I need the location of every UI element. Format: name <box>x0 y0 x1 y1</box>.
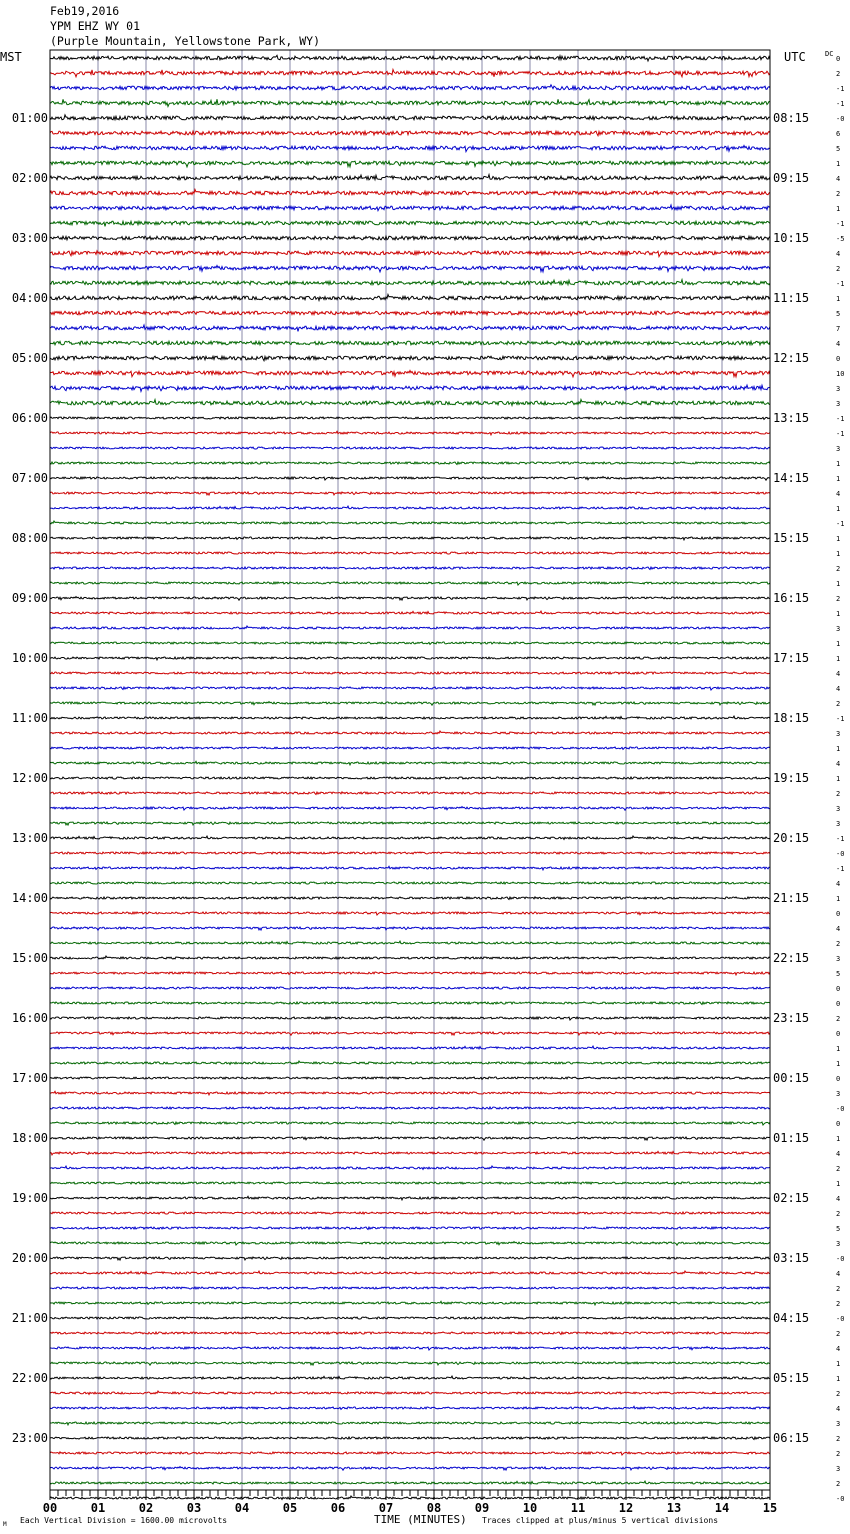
header-date: Feb19,2016 <box>50 4 120 18</box>
trace-row <box>50 1077 770 1079</box>
trace-row <box>50 687 770 690</box>
dc-offset-value: -0 <box>836 1255 845 1263</box>
dc-offset-value: 4 <box>836 1405 841 1413</box>
hour-label-right: 04:15 <box>773 1311 810 1325</box>
dc-offset-value: 1 <box>836 505 841 513</box>
trace-row <box>50 1347 770 1350</box>
dc-offset-value: -0 <box>836 850 845 858</box>
dc-offset-value: -1 <box>836 415 845 423</box>
dc-offset-value: 2 <box>836 940 841 948</box>
dc-offset-value: 2 <box>836 790 841 798</box>
dc-offset-value: 2 <box>836 1480 841 1488</box>
trace-row <box>50 536 770 540</box>
trace-row <box>50 146 770 152</box>
trace-row <box>50 356 770 361</box>
dc-offset-value: 4 <box>836 880 841 888</box>
trace-row <box>50 1376 770 1379</box>
dc-offset-value: 3 <box>836 1465 841 1473</box>
trace-row <box>50 1122 770 1125</box>
hour-label-right: 06:15 <box>773 1431 810 1445</box>
hour-label-right: 13:15 <box>773 411 810 425</box>
hour-label-right: 00:15 <box>773 1071 810 1085</box>
dc-offset-value: -1 <box>836 280 845 288</box>
dc-offset-value: 4 <box>836 670 841 678</box>
hour-label-left: 06:00 <box>11 411 48 425</box>
dc-offset-value: 2 <box>836 595 841 603</box>
dc-offset-value: 0 <box>836 1030 841 1038</box>
x-tick-label: 07 <box>378 1501 394 1515</box>
dc-offset-value: 1 <box>836 895 841 903</box>
trace-row <box>50 1196 770 1200</box>
trace-row <box>50 731 770 734</box>
dc-offset-value: -5 <box>836 235 845 243</box>
hour-label-left: 17:00 <box>11 1071 48 1085</box>
trace-row <box>50 1362 770 1365</box>
hour-label-right: 21:15 <box>773 891 810 905</box>
trace-row <box>50 1227 770 1230</box>
hour-label-right: 14:15 <box>773 471 810 485</box>
dc-offset-value: 4 <box>836 1345 841 1353</box>
dc-offset-value: -1 <box>836 85 845 93</box>
dc-offset-value: 1 <box>836 535 841 543</box>
hour-label-right: 11:15 <box>773 291 810 305</box>
hour-label-right: 09:15 <box>773 171 810 185</box>
right-timezone-label: UTC <box>784 50 806 64</box>
dc-offset-value: 4 <box>836 685 841 693</box>
trace-row <box>50 492 770 495</box>
dc-offset-value: 7 <box>836 325 841 333</box>
hour-label-left: 14:00 <box>11 891 48 905</box>
trace-row <box>50 1467 770 1471</box>
trace-row <box>50 882 770 884</box>
hour-label-left: 12:00 <box>11 771 48 785</box>
trace-row <box>50 1151 770 1155</box>
dc-offset-value: 4 <box>836 760 841 768</box>
dc-offset-value: 2 <box>836 1300 841 1308</box>
dc-offset-value: 1 <box>836 580 841 588</box>
trace-row <box>50 1017 770 1020</box>
trace-row <box>50 807 770 811</box>
dc-offset-value: 1 <box>836 1135 841 1143</box>
trace-row <box>50 836 770 839</box>
dc-offset-value: 3 <box>836 955 841 963</box>
trace-row <box>50 777 770 779</box>
trace-row <box>50 85 770 90</box>
dc-column-label: DC <box>825 50 834 58</box>
dc-offset-value: 2 <box>836 1390 841 1398</box>
dc-offset-value: 2 <box>836 190 841 198</box>
hour-label-right: 23:15 <box>773 1011 810 1025</box>
dc-offset-value: 2 <box>836 1330 841 1338</box>
dc-offset-value: 0 <box>836 355 841 363</box>
x-tick-label: 09 <box>474 1501 490 1515</box>
dc-offset-value: 1 <box>836 205 841 213</box>
trace-row <box>50 672 770 674</box>
x-tick-label: 13 <box>666 1501 682 1515</box>
trace-row <box>50 506 770 509</box>
dc-offset-value: 1 <box>836 610 841 618</box>
hour-label-left: 13:00 <box>11 831 48 845</box>
hour-label-left: 01:00 <box>11 111 48 125</box>
trace-row <box>50 567 770 570</box>
hour-label-right: 18:15 <box>773 711 810 725</box>
trace-row <box>50 702 770 706</box>
dc-offset-value: 4 <box>836 925 841 933</box>
trace-row <box>50 792 770 795</box>
hour-label-right: 12:15 <box>773 351 810 365</box>
trace-row <box>50 311 770 315</box>
dc-offset-value: 1 <box>836 1060 841 1068</box>
trace-row <box>50 1002 770 1005</box>
dc-offset-value: 2 <box>836 1210 841 1218</box>
dc-offset-value: 1 <box>836 475 841 483</box>
trace-row <box>50 641 770 644</box>
x-tick-label: 04 <box>234 1501 250 1515</box>
trace-row <box>50 341 770 345</box>
trace-row <box>50 205 770 211</box>
x-tick-label: 11 <box>570 1501 586 1515</box>
dc-offset-value: -1 <box>836 865 845 873</box>
x-tick-label: 01 <box>90 1501 106 1515</box>
dc-offset-value: -1 <box>836 715 845 723</box>
trace-row <box>50 1166 770 1169</box>
trace-row <box>50 431 770 435</box>
x-tick-label: 14 <box>714 1501 730 1515</box>
hour-label-right: 02:15 <box>773 1191 810 1205</box>
dc-offset-value: 4 <box>836 1270 841 1278</box>
dc-offset-value: 1 <box>836 640 841 648</box>
dc-offset-value: 2 <box>836 265 841 273</box>
dc-offset-value: -1 <box>836 520 845 528</box>
trace-row <box>50 477 770 481</box>
trace-row <box>50 1046 770 1049</box>
trace-row <box>50 175 770 180</box>
hour-label-right: 10:15 <box>773 231 810 245</box>
trace-row <box>50 1287 770 1289</box>
dc-offset-value: 2 <box>836 1015 841 1023</box>
trace-row <box>50 597 770 601</box>
trace-row <box>50 221 770 226</box>
trace-row <box>50 582 770 585</box>
dc-offset-value: 1 <box>836 1180 841 1188</box>
hour-label-left: 21:00 <box>11 1311 48 1325</box>
dc-offset-value: 2 <box>836 70 841 78</box>
trace-row <box>50 1032 770 1036</box>
trace-row <box>50 447 770 449</box>
trace-row <box>50 1242 770 1246</box>
dc-offset-value: 10 <box>836 370 845 378</box>
dc-offset-value: 5 <box>836 145 841 153</box>
dc-offset-value: -0 <box>836 1495 845 1503</box>
trace-row <box>50 716 770 719</box>
trace-row <box>50 1061 770 1064</box>
trace-row <box>50 371 770 377</box>
dc-offset-value: 6 <box>836 130 841 138</box>
trace-row <box>50 1271 770 1274</box>
trace-row <box>50 941 770 944</box>
dc-offset-value: 1 <box>836 1360 841 1368</box>
header-station: YPM EHZ WY 01 <box>50 19 141 33</box>
trace-row <box>50 1137 770 1141</box>
trace-row <box>50 115 770 120</box>
hour-label-right: 01:15 <box>773 1131 810 1145</box>
x-tick-label: 08 <box>426 1501 442 1515</box>
trace-row <box>50 912 770 915</box>
dc-offset-value: 0 <box>836 1120 841 1128</box>
trace-row <box>50 1301 770 1305</box>
trace-row <box>50 1332 770 1335</box>
hour-label-right: 03:15 <box>773 1251 810 1265</box>
trace-row <box>50 1091 770 1095</box>
hour-label-left: 09:00 <box>11 591 48 605</box>
dc-offset-value: 1 <box>836 550 841 558</box>
trace-row <box>50 657 770 660</box>
trace-row <box>50 131 770 136</box>
x-axis-title: TIME (MINUTES) <box>374 1513 467 1526</box>
dc-offset-value: 0 <box>836 910 841 918</box>
hour-label-right: 19:15 <box>773 771 810 785</box>
dc-offset-value: -1 <box>836 220 845 228</box>
trace-row <box>50 1422 770 1425</box>
hour-label-right: 08:15 <box>773 111 810 125</box>
trace-row <box>50 1406 770 1409</box>
x-tick-label: 03 <box>186 1501 202 1515</box>
dc-offset-value: 3 <box>836 445 841 453</box>
hour-label-left: 16:00 <box>11 1011 48 1025</box>
dc-offset-value: 0 <box>836 1075 841 1083</box>
trace-row <box>50 1317 770 1319</box>
trace-row <box>50 417 770 419</box>
trace-row <box>50 987 770 989</box>
dc-offset-value: 1 <box>836 295 841 303</box>
hour-label-left: 10:00 <box>11 651 48 665</box>
dc-offset-value: -1 <box>836 100 845 108</box>
dc-offset-value: 1 <box>836 745 841 753</box>
dc-offset-value: 5 <box>836 310 841 318</box>
dc-offset-value: 2 <box>836 700 841 708</box>
hour-label-left: 22:00 <box>11 1371 48 1385</box>
trace-row <box>50 295 770 301</box>
hour-label-left: 11:00 <box>11 711 48 725</box>
dc-offset-value: -0 <box>836 115 845 123</box>
trace-row <box>50 611 770 614</box>
trace-row <box>50 400 770 406</box>
dc-offset-value: 4 <box>836 175 841 183</box>
dc-offset-value: 2 <box>836 1450 841 1458</box>
trace-row <box>50 1496 770 1499</box>
dc-offset-value: 4 <box>836 490 841 498</box>
trace-row <box>50 822 770 825</box>
trace-row <box>50 552 770 554</box>
x-tick-label: 15 <box>762 1501 778 1515</box>
corner-mark: M <box>3 1521 7 1528</box>
trace-row <box>50 852 770 854</box>
dc-offset-value: 3 <box>836 820 841 828</box>
trace-row <box>50 761 770 765</box>
hour-label-right: 17:15 <box>773 651 810 665</box>
dc-offset-value: 3 <box>836 730 841 738</box>
dc-offset-value: 4 <box>836 340 841 348</box>
x-tick-label: 05 <box>282 1501 298 1515</box>
trace-row <box>50 462 770 465</box>
trace-row <box>50 280 770 285</box>
dc-offset-value: 0 <box>836 1000 841 1008</box>
dc-offset-value: 3 <box>836 1090 841 1098</box>
hour-label-left: 19:00 <box>11 1191 48 1205</box>
hour-label-right: 05:15 <box>773 1371 810 1385</box>
trace-row <box>50 956 770 959</box>
dc-offset-value: 4 <box>836 1195 841 1203</box>
trace-row <box>50 325 770 331</box>
dc-offset-value: 3 <box>836 805 841 813</box>
dc-offset-value: 1 <box>836 1045 841 1053</box>
trace-row <box>50 1182 770 1184</box>
trace-row <box>50 1481 770 1484</box>
dc-offset-value: 2 <box>836 1285 841 1293</box>
hour-label-left: 03:00 <box>11 231 48 245</box>
clip-note: Traces clipped at plus/minus 5 vertical divisions <box>482 1516 719 1525</box>
dc-offset-value: 0 <box>836 55 841 63</box>
x-tick-label: 10 <box>522 1501 538 1515</box>
trace-row <box>50 161 770 167</box>
trace-row <box>50 385 770 391</box>
trace-row <box>50 251 770 257</box>
dc-offset-value: 4 <box>836 250 841 258</box>
dc-offset-value: 2 <box>836 1165 841 1173</box>
dc-offset-value: 5 <box>836 970 841 978</box>
trace-row <box>50 55 770 61</box>
dc-offset-value: 0 <box>836 985 841 993</box>
trace-row <box>50 190 770 196</box>
dc-offset-value: 2 <box>836 565 841 573</box>
trace-row <box>50 897 770 900</box>
trace-row <box>50 1212 770 1214</box>
trace-row <box>50 1107 770 1109</box>
trace-row <box>50 266 770 272</box>
dc-offset-value: 5 <box>836 1225 841 1233</box>
trace-row <box>50 927 770 930</box>
left-timezone-label: MST <box>0 50 22 64</box>
dc-offset-value: 1 <box>836 1375 841 1383</box>
x-tick-label: 02 <box>138 1501 154 1515</box>
hour-label-left: 07:00 <box>11 471 48 485</box>
dc-offset-value: 3 <box>836 625 841 633</box>
x-tick-label: 06 <box>330 1501 346 1515</box>
dc-offset-value: 3 <box>836 1240 841 1248</box>
hour-label-left: 05:00 <box>11 351 48 365</box>
dc-offset-value: 2 <box>836 1435 841 1443</box>
x-tick-label: 00 <box>42 1501 58 1515</box>
hour-label-left: 23:00 <box>11 1431 48 1445</box>
trace-row <box>50 1257 770 1260</box>
hour-label-left: 02:00 <box>11 171 48 185</box>
hour-label-right: 15:15 <box>773 531 810 545</box>
trace-row <box>50 1391 770 1394</box>
dc-offset-value: 1 <box>836 460 841 468</box>
trace-row <box>50 236 770 240</box>
header-location: (Purple Mountain, Yellowstone Park, WY) <box>50 34 321 48</box>
dc-offset-value: 1 <box>836 655 841 663</box>
dc-offset-value: 1 <box>836 160 841 168</box>
trace-row <box>50 626 770 629</box>
dc-offset-value: 3 <box>836 385 841 393</box>
scale-note: Each Vertical Division = 1600.00 microvolts <box>20 1516 228 1525</box>
hour-label-left: 04:00 <box>11 291 48 305</box>
hour-label-left: 20:00 <box>11 1251 48 1265</box>
dc-offset-value: 3 <box>836 1420 841 1428</box>
trace-row <box>50 99 770 106</box>
trace-row <box>50 747 770 749</box>
dc-offset-value: -1 <box>836 835 845 843</box>
x-tick-label: 12 <box>618 1501 634 1515</box>
hour-label-right: 16:15 <box>773 591 810 605</box>
hour-label-left: 08:00 <box>11 531 48 545</box>
trace-row <box>50 971 770 975</box>
dc-offset-value: -0 <box>836 1315 845 1323</box>
dc-offset-value: 4 <box>836 1150 841 1158</box>
trace-row <box>50 521 770 524</box>
trace-row <box>50 70 770 77</box>
hour-label-right: 20:15 <box>773 831 810 845</box>
hour-label-left: 15:00 <box>11 951 48 965</box>
trace-row <box>50 866 770 870</box>
dc-offset-value: -1 <box>836 430 845 438</box>
dc-offset-value: 3 <box>836 400 841 408</box>
dc-offset-value: 1 <box>836 775 841 783</box>
trace-row <box>50 1437 770 1440</box>
hour-label-left: 18:00 <box>11 1131 48 1145</box>
hour-label-right: 22:15 <box>773 951 810 965</box>
trace-row <box>50 1452 770 1455</box>
dc-offset-value: -0 <box>836 1105 845 1113</box>
